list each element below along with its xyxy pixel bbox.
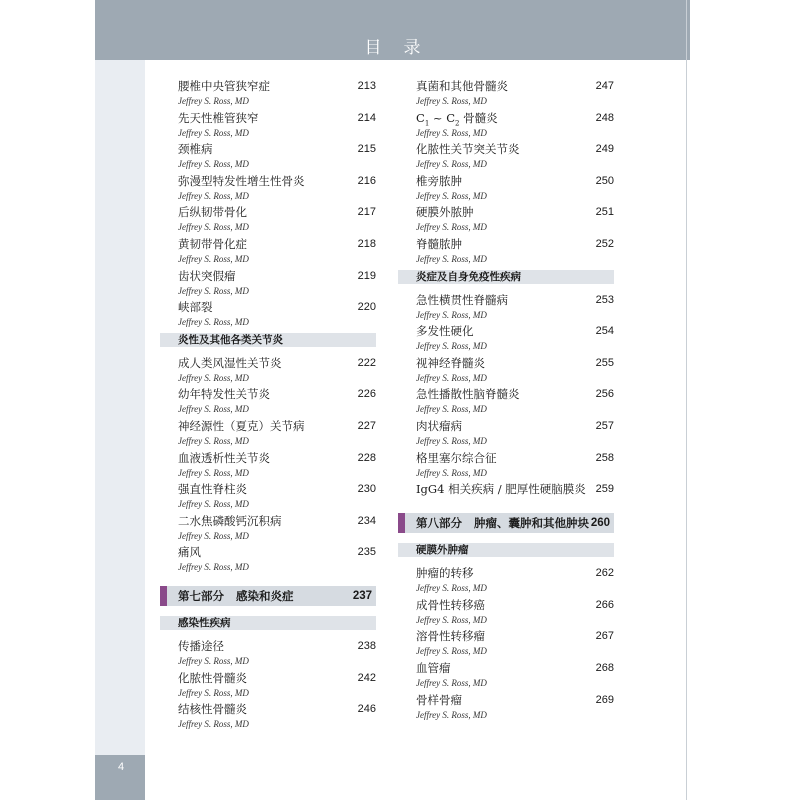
toc-entry — [160, 418, 376, 450]
entry-author: Jeffrey S. Ross, MD — [178, 530, 249, 541]
toc-entry — [398, 692, 614, 724]
entry-page: 247 — [595, 80, 614, 92]
entry-author: Jeffrey S. Ross, MD — [178, 655, 249, 666]
entry-page: 214 — [357, 111, 376, 124]
toc-entry — [398, 565, 614, 597]
entry-title: 后纵韧带骨化 — [178, 205, 247, 220]
entry-title: 血液透析性关节炎 — [178, 450, 270, 465]
entry-author: Jeffrey S. Ross, MD — [178, 285, 249, 296]
entry-title: 强直性脊柱炎 — [178, 482, 247, 497]
toc-entry — [160, 204, 376, 236]
entry-author: Jeffrey S. Ross, MD — [416, 372, 487, 383]
entry-author: Jeffrey S. Ross, MD — [178, 562, 249, 573]
entry-title: 成人类风湿性关节炎 — [178, 355, 282, 370]
toc-block — [160, 78, 376, 331]
entry-title: 视神经脊髓炎 — [416, 355, 485, 370]
toc-entry — [160, 236, 376, 268]
entry-author: Jeffrey S. Ross, MD — [416, 253, 487, 264]
page-number: 4 — [118, 761, 125, 773]
entry-page: 230 — [357, 483, 376, 496]
entry-page: 257 — [595, 419, 614, 432]
toc-entry — [398, 386, 614, 418]
entry-author: Jeffrey S. Ross, MD — [178, 127, 249, 138]
entry-title: 峡部裂 — [178, 300, 213, 315]
entry-author: Jeffrey S. Ross, MD — [178, 467, 249, 478]
toc-entry — [160, 355, 376, 387]
entry-title: 化脓性关节突关节炎 — [416, 142, 520, 157]
entry-author: Jeffrey S. Ross, MD — [178, 222, 249, 233]
toc-entry — [160, 450, 376, 482]
entry-title: 真菌和其他骨髓炎 — [416, 79, 508, 93]
toc-block — [160, 638, 376, 733]
entry-page: 262 — [595, 567, 614, 580]
entry-page: 246 — [357, 703, 376, 716]
entry-author: Jeffrey S. Ross, MD — [178, 499, 249, 510]
toc-entry — [398, 597, 614, 629]
entry-title: 颈椎病 — [178, 142, 213, 157]
part-page: 237 — [352, 589, 372, 602]
part-page: 260 — [590, 517, 610, 530]
entry-page: 217 — [357, 206, 376, 219]
entry-title: 硬膜外脓肿 — [416, 205, 474, 220]
toc-entry — [160, 638, 376, 670]
toc-entry — [398, 141, 614, 173]
entry-author: Jeffrey S. Ross, MD — [416, 709, 487, 720]
toc-section-heading: 硬膜外肿瘤 — [398, 543, 614, 557]
toc-entry — [398, 110, 614, 142]
entry-page: 222 — [357, 356, 376, 369]
toc-left-column — [160, 78, 376, 733]
entry-title: 肉状瘤病 — [416, 418, 462, 433]
entry-page: 238 — [357, 639, 376, 652]
entry-page: 248 — [595, 111, 614, 124]
entry-author: Jeffrey S. Ross, MD — [416, 646, 487, 657]
toc-entry — [398, 323, 614, 355]
page-header — [95, 0, 690, 60]
entry-page: 258 — [595, 451, 614, 464]
toc-entry — [160, 173, 376, 205]
entry-page: 227 — [357, 419, 376, 432]
entry-author: Jeffrey S. Ross, MD — [416, 467, 487, 478]
entry-title: 多发性硬化 — [416, 324, 474, 339]
entry-page: 216 — [357, 174, 376, 187]
entry-author: Jeffrey S. Ross, MD — [178, 317, 249, 328]
entry-title: 幼年特发性关节炎 — [178, 387, 270, 402]
entry-page: 266 — [595, 598, 614, 611]
toc-entry — [398, 204, 614, 236]
toc-part-heading — [398, 513, 614, 533]
entry-title: 齿状突假瘤 — [178, 268, 236, 283]
entry-title: 化脓性骨髓炎 — [178, 670, 247, 685]
page-title: 目录 — [364, 38, 443, 58]
entry-title: 弥漫型特发性增生性骨炎 — [178, 173, 305, 188]
entry-title: 格里塞尔综合征 — [416, 450, 497, 465]
toc-entry — [160, 268, 376, 300]
entry-author: Jeffrey S. Ross, MD — [178, 719, 249, 730]
entry-page: 215 — [357, 143, 376, 156]
entry-author: Jeffrey S. Ross, MD — [416, 96, 487, 106]
entry-page: 269 — [595, 693, 614, 706]
entry-author: Jeffrey S. Ross, MD — [178, 253, 249, 264]
toc-entry — [160, 670, 376, 702]
entry-author: Jeffrey S. Ross, MD — [178, 404, 249, 415]
toc-entry — [398, 78, 614, 110]
entry-author: Jeffrey S. Ross, MD — [178, 687, 249, 698]
entry-author: Jeffrey S. Ross, MD — [178, 190, 249, 201]
entry-page: 226 — [357, 388, 376, 401]
entry-author: Jeffrey S. Ross, MD — [416, 404, 487, 415]
part-title: 第七部分 感染和炎症 — [178, 588, 294, 603]
toc-entry — [398, 292, 614, 324]
toc-part-heading — [160, 586, 376, 606]
toc-section-heading: 炎症及自身免疫性疾病 — [398, 270, 614, 284]
part-marker — [160, 586, 167, 606]
toc-entry — [160, 544, 376, 576]
entry-author: Jeffrey S. Ross, MD — [416, 341, 487, 352]
entry-author: Jeffrey S. Ross, MD — [178, 372, 249, 383]
toc-entry — [160, 299, 376, 331]
entry-title: 成骨性转移癌 — [416, 597, 485, 612]
toc-entry — [398, 236, 614, 268]
entry-title: 溶骨性转移瘤 — [416, 629, 485, 644]
entry-author: Jeffrey S. Ross, MD — [416, 435, 487, 446]
toc-entry — [398, 173, 614, 205]
entry-page: 235 — [357, 546, 376, 559]
entry-author: Jeffrey S. Ross, MD — [416, 614, 487, 625]
entry-title: 急性播散性脑脊髓炎 — [416, 387, 520, 402]
entry-page: 267 — [595, 630, 614, 643]
toc-entry — [160, 110, 376, 142]
toc-block — [160, 355, 376, 576]
entry-page: 256 — [595, 388, 614, 401]
toc-block — [398, 565, 614, 723]
part-marker — [398, 513, 405, 533]
left-margin-band — [95, 60, 145, 755]
toc-entry — [398, 660, 614, 692]
entry-title: 肿瘤的转移 — [416, 566, 474, 581]
entry-title: 骨样骨瘤 — [416, 692, 462, 707]
entry-author: Jeffrey S. Ross, MD — [416, 159, 487, 170]
entry-page: 220 — [357, 301, 376, 314]
entry-page: 252 — [595, 237, 614, 250]
entry-page: 250 — [595, 174, 614, 187]
entry-author: Jeffrey S. Ross, MD — [416, 677, 487, 688]
entry-page: 213 — [357, 80, 376, 92]
entry-title: IgG4 相关疾病 / 肥厚性硬脑膜炎 — [416, 482, 586, 497]
entry-title: 脊髓脓肿 — [416, 236, 462, 251]
toc-block — [398, 78, 614, 268]
toc-entry — [398, 481, 614, 503]
entry-author: Jeffrey S. Ross, MD — [178, 96, 249, 106]
entry-author: Jeffrey S. Ross, MD — [416, 309, 487, 320]
toc-entry — [398, 628, 614, 660]
entry-page: 268 — [595, 661, 614, 674]
page-edge-line — [686, 0, 687, 800]
entry-title: 二水焦磷酸钙沉积病 — [178, 513, 282, 528]
entry-author: Jeffrey S. Ross, MD — [416, 127, 487, 138]
entry-page: 218 — [357, 237, 376, 250]
entry-page: 242 — [357, 671, 376, 684]
entry-author: Jeffrey S. Ross, MD — [416, 222, 487, 233]
entry-title: 腰椎中央管狭窄症 — [178, 79, 270, 93]
toc-entry — [160, 701, 376, 733]
toc-entry — [160, 78, 376, 110]
entry-author: Jeffrey S. Ross, MD — [416, 583, 487, 594]
entry-title: $C_1$ ~ $C_2$ 骨髓炎 — [416, 110, 498, 127]
entry-title: 神经源性（夏克）关节病 — [178, 418, 305, 433]
entry-title: 椎旁脓肿 — [416, 173, 462, 188]
entry-page: 253 — [595, 293, 614, 306]
entry-title: 先天性椎管狭窄 — [178, 110, 259, 125]
entry-page: 251 — [595, 206, 614, 219]
entry-page: 254 — [595, 325, 614, 338]
entry-author: Jeffrey S. Ross, MD — [178, 159, 249, 170]
toc-entry — [398, 418, 614, 450]
toc-entry — [398, 450, 614, 482]
entry-title: 急性横贯性脊髓病 — [416, 292, 508, 307]
entry-author: Jeffrey S. Ross, MD — [416, 190, 487, 201]
toc-entry — [160, 481, 376, 513]
entry-page: 234 — [357, 514, 376, 527]
entry-title: 黄韧带骨化症 — [178, 236, 247, 251]
entry-page: 259 — [595, 483, 614, 496]
entry-title: 血管瘤 — [416, 660, 451, 675]
toc-section-heading: 感染性疾病 — [160, 616, 376, 630]
entry-author: Jeffrey S. Ross, MD — [178, 435, 249, 446]
toc-entry — [160, 386, 376, 418]
toc-entry — [398, 355, 614, 387]
toc-entry — [160, 513, 376, 545]
entry-page: 219 — [357, 269, 376, 282]
entry-title: 传播途径 — [178, 638, 224, 653]
entry-title: 痛风 — [178, 545, 201, 560]
entry-page: 228 — [357, 451, 376, 464]
entry-page: 255 — [595, 356, 614, 369]
toc-section-heading: 炎性及其他各类关节炎 — [160, 333, 376, 347]
toc-entry — [160, 141, 376, 173]
part-title: 第八部分 肿瘤、囊肿和其他肿块 — [416, 516, 590, 531]
entry-title: 结核性骨髓炎 — [178, 702, 247, 717]
toc-block — [398, 292, 614, 504]
entry-page: 249 — [595, 143, 614, 156]
toc-right-column — [398, 78, 614, 723]
